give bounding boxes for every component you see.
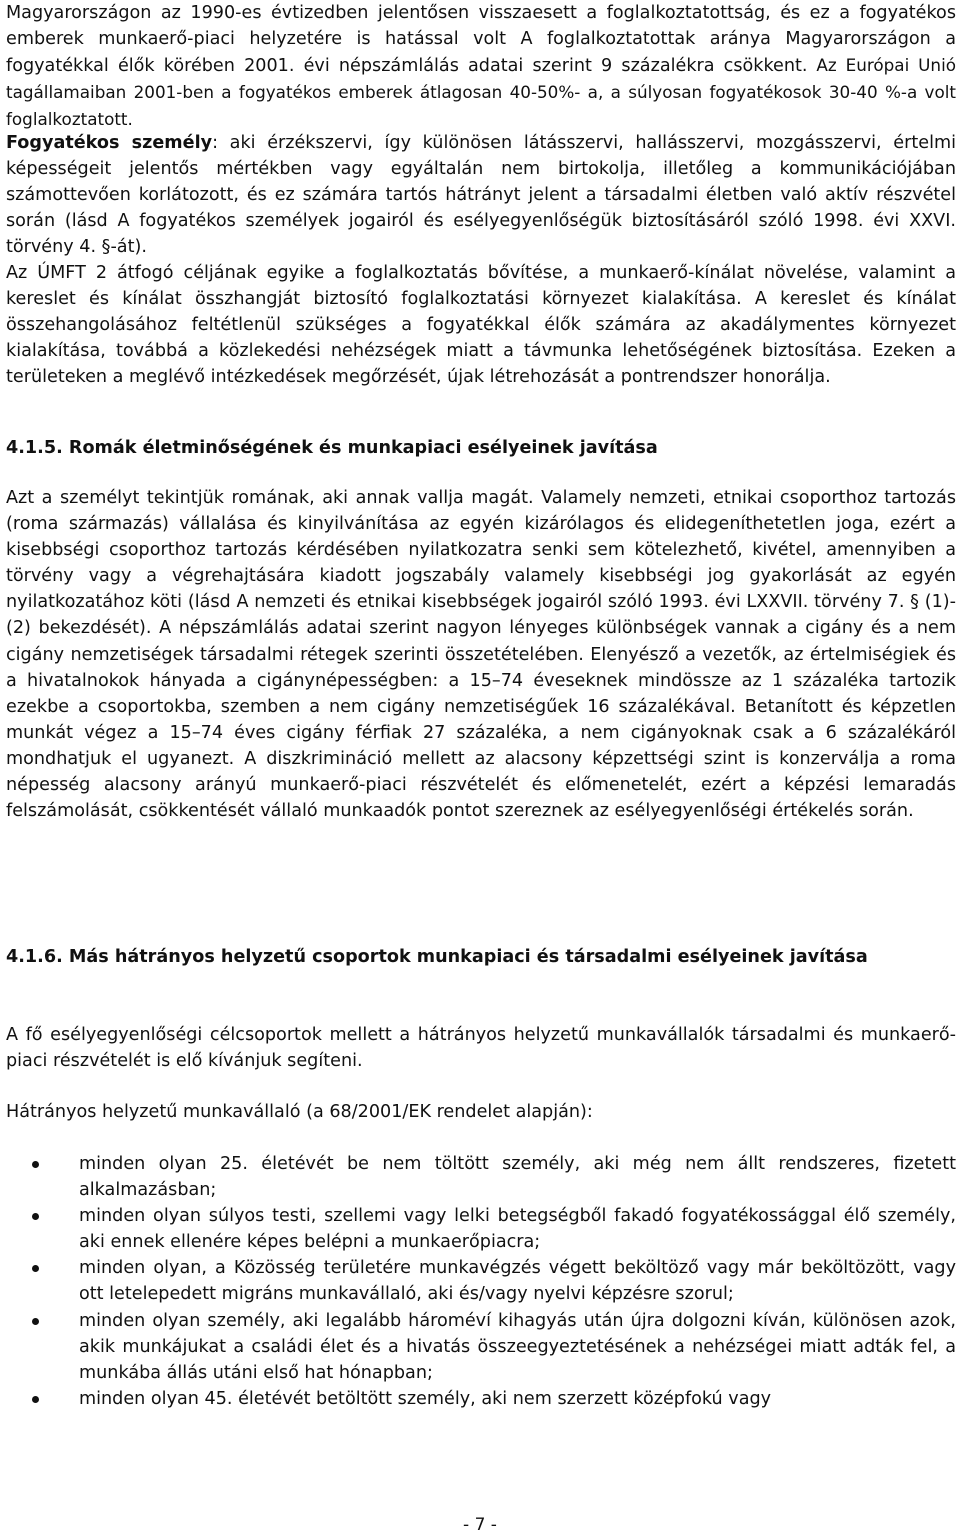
paragraph-umft-goals: Az ÚMFT 2 átfogó céljának egyike a foglalkoztatás bővítése, a munkaerő-kínálat növelése, valamint a kereslet és kínálat összhangját biztosító foglalkoztatási környezet kialakítása. A kereslet és kínálat összehangolásához feltétlenül szükséges a fogyatékkal élők számára az akadálymentes környezet kialakítása, továbbá a közlekedési nehézségek miatt a távmunka lehetőségének biztosítása. Ezeken a területeken a meglévő intézkedések megőrzését, újak létrehozását a pontrendszer honorálja.: [6, 263, 956, 388]
paragraph-text: : aki érzékszervi, így különösen látásszervi, hallásszervi, mozgásszervi, értelmi képességeit jelentős mértékben vagy egyáltalán nem birtokolja, illetőleg a kommunikációjában számottevően korlátozott, és ez számára tartós hátrányt jelent a társadalmi életben való aktív részvétel során (lásd A fogyatékos személyek jogairól és esélyegyenlőségük biztosításáról szóló 1998. évi XXVI. törvény 4. §-át).: [6, 133, 956, 258]
list-item: minden olyan személy, aki legalább hároméví kihagyás után újra dolgozni kíván, különösen azok, akik munkájukat a családi élet és a hivatás összeegyeztetésének a nehézségei miatt adták fel, a munkába állás utáni első hat hónapban;: [6, 1308, 956, 1386]
bullet-icon: [32, 1161, 39, 1168]
paragraph-text: Magyarországon az 1990-es évtizedben jelentősen visszaesett a foglalkoztatottság, és ez a fogyatékos emberek munkaerő-piaci helyzetére is hatással volt A foglalkoztatottak aránya Magyarországon a fogyatékkal élők körében 2001. évi népszámlálás adatai szerint 9 százalékra csökkent.: [6, 3, 956, 77]
paragraph-disabled-definition: [6, 130, 956, 260]
paragraph-employment-intro: [6, 0, 956, 133]
section-heading-disadvantaged: 4.1.6. Más hátrányos helyzetű csoportok munkapiaci és társadalmi esélyeinek javítása: [6, 947, 868, 967]
paragraph-roma: Azt a személyt tekintjük romának, aki annak vallja magát. Valamely nemzeti, etnikai csoporthoz tartozás (roma származás) vállalása és kinyilvánítása az egyén kizárólagos és elidegeníthetetlen joga, ezért a kisebbségi csoporthoz tartozás kérdésében nyilatkozatra senki sem kötelezhető, kivétel, amennyiben a törvény vagy a végrehajtására kiadott jogszabály valamely kisebbségi jog gyakorlását az egyén nyilatkozatához köti (lásd A nemzeti és etnikai kisebbségek jogairól szóló 1993. évi LXXVII. törvény 7. § (1)-(2) bekezdését). A népszámlálás adatai szerint nagyon lényeges különbségek vannak a cigány és a nem cigány nemzetiségek társadalmi rétegek szerinti összetételében. Elenyésző a vezetők, az értelmiségiek és a hivatalnokok hányada a cigánynépességben: a 15–74 éveseknek mindössze az 1 százaléka tartozik ezekbe a csoportokba, szemben a nem cigány nemzetiségűek 16 százalékával. Betanított és képzetlen munkát végez a 15–74 éves cigány férfiak 27 százaléka, a nem cigányoknak csak a 6 százalékáról mondhatjuk el ugyanezt. A diszkrimináció mellett az alacsony képzettségi szint is konzerválja a roma népesség alacsony arányú munkaerő-piaci részvételét és előmenetelét, ezért a képzési lemaradás felszámolását, csökkentését vállaló munkaadók pontot szereznek az esélyegyenlőségi értékelés során.: [6, 488, 956, 822]
list-item: minden olyan 45. életévét betöltött személy, aki nem szerzett középfokú vagy: [6, 1386, 956, 1412]
page-number: - 7 -: [463, 1515, 497, 1535]
paragraph-target-groups: A fő esélyegyenlőségi célcsoportok mellett a hátrányos helyzetű munkavállalók társadalmi és munkaerő-piaci részvételét is elő kívánjuk segíteni.: [6, 1025, 956, 1072]
list-item: minden olyan, a Közösség területére munkavégzés végett beköltöző vagy már beköltözött, vagy ott letelepedett migráns munkavállaló, aki és/vagy nyelvi képzésre szorul;: [6, 1255, 956, 1307]
bullet-icon: [32, 1265, 39, 1272]
bullet-icon: [32, 1396, 39, 1403]
bullet-icon: [32, 1318, 39, 1325]
paragraph-text: Az Európai Unió tagállamaiban 2001-ben a fogyatékos emberek átlagosan 40-50%- a, a súlyosan fogyatékosok 30-40 %-a volt foglalkoztatott.: [6, 55, 957, 130]
bullet-list: [6, 1151, 956, 1412]
bullet-icon: [32, 1213, 39, 1220]
term-label: Fogyatékos személy: [6, 133, 213, 153]
section-heading-roma: 4.1.5. Romák életminőségének és munkapiaci esélyeinek javítása: [6, 438, 658, 458]
list-item: minden olyan súlyos testi, szellemi vagy lelki betegségből fakadó fogyatékossággal élő személy, aki ennek ellenére képes belépni a munkaerőpiacra;: [6, 1203, 956, 1255]
list-item: minden olyan 25. életévét be nem töltött személy, aki még nem állt rendszeres, fizetett alkalmazásban;: [6, 1151, 956, 1203]
paragraph-disadvantaged-definition: Hátrányos helyzetű munkavállaló (a 68/2001/EK rendelet alapján):: [6, 1102, 593, 1122]
